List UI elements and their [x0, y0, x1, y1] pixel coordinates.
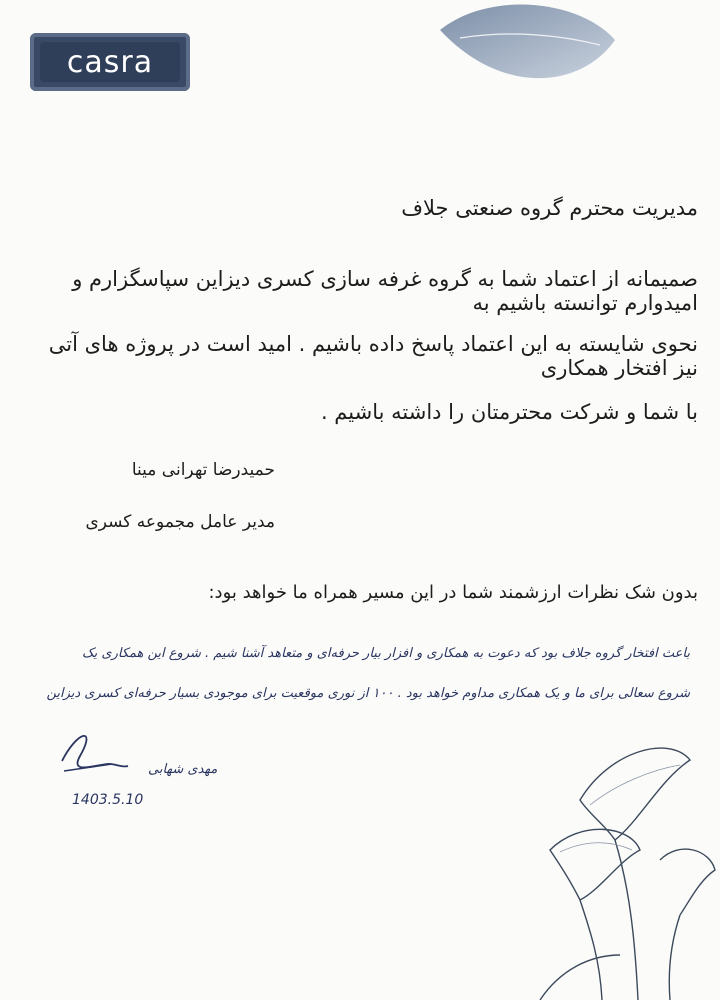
leaf-graphic-icon — [420, 0, 720, 120]
handwritten-line-2: شروع سعالی برای ما و یک همکاری مداوم خواهد بود . ۱۰۰ از نوری موقعیت برای موجودی بسیار حرفه‌ای کسری دیزاین — [46, 686, 690, 701]
logo-text: casra — [66, 44, 154, 80]
signature-date: 1403.5.10 — [72, 792, 144, 808]
calla-lily-drawing-icon — [520, 740, 720, 1000]
letter-line-2: نحوی شایسته به این اعتماد پاسخ داده باشیم . امید است در پروژه های آتی نیز افتخار همکاری — [48, 332, 698, 380]
handwritten-line-1: باعث افتخار گروه جلاف بود که دعوت به همکاری و افزار بیار حرفه‌ای و متعاهد آشنا شیم . شروع این همکاری یک — [82, 646, 690, 661]
handwritten-signature-icon — [52, 726, 132, 786]
signatory-name: حمیدرضا تهرانی مینا — [131, 460, 275, 480]
letter-line-1: صمیمانه از اعتماد شما به گروه غرفه سازی کسری دیزاین سپاسگزارم و امیدوارم توانسته باشیم به — [72, 267, 698, 315]
feedback-prompt: بدون شک نظرات ارزشمند شما در این مسیر همراه ما خواهد بود: — [208, 582, 698, 603]
casra-logo — [30, 33, 190, 91]
signer-name: مهدی شهابی — [148, 762, 218, 777]
signatory-title: مدیر عامل مجموعه کسری — [85, 512, 275, 532]
salutation: مدیریت محترم گروه صنعتی جلاف — [401, 196, 698, 220]
letter-line-3: با شما و شرکت محترمتان را داشته باشیم . — [320, 400, 698, 424]
logo-plate — [40, 42, 180, 82]
